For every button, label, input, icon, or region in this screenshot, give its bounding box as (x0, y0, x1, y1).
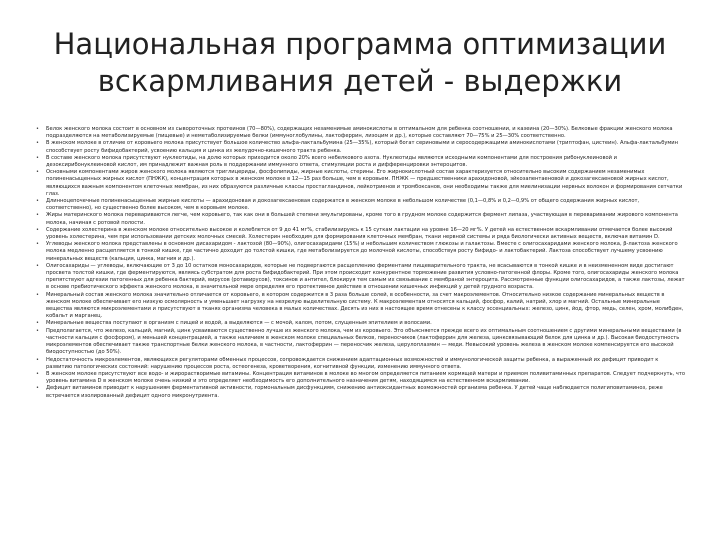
bullet-text: Предполагается, что железо, кальций, магний, цинк усваиваются существенно лучше из женского молока, чем из коровьего. Это объясняется прежде всего их оптимальным соотношением с другими минеральными веществами (в частности кальция с фосфором), и меньшей концентрацией, а также наличием в женском молоке специальных белков, переносчиков (лактоферрин для железа, цинксвязывающий белок для цинка и др.). Высокая биодоступность микроэлементов обеспечивает также транспортные белки женского молока, в частности, лактоферрин — переносчик железа, церулоплазмин — меди. Невысокий уровень железа в женском молоке компенсируется его высокой биодоступностью (до 50%). (46, 327, 682, 356)
bullet-marker: • (36, 212, 39, 219)
bullet-marker: • (36, 327, 39, 334)
bullet-text: Основными компонентами жиров женского молока являются триглицериды, фосфолипиды, жирные кислоты, стерины. Его жирнокислотный состав характеризуется относительно высоким содержанием незаменимых полиненасыщенных жирных кислот (ПНЖК), концентрация которых в женском молоке в 12—15 раз больше, чем в коровьем. ПНЖК — предшественники арахидоновой, эйкозапентаеновой и докозагексаеновой жирных кислот, являющихся важным компонентом клеточных мембран, из них образуются различные классы простагландинов, лейкотриенов и тромбоксанов, они необходимы также для миелинизации нервных волокон и формирования сетчатки глаз. (46, 169, 683, 197)
bullet-marker: • (36, 154, 39, 161)
bullet-marker: • (36, 320, 39, 327)
bullet-item (34, 328, 686, 357)
bullet-item (34, 227, 686, 241)
bullet-marker: • (36, 356, 39, 363)
bullet-text: Углеводы женского молока представлены в основном дисахаридом - лактозой (80—90%), олигосахаридами (15%) и небольшим количеством глюкозы и галактозы. Вместе с олигосахаридами женского молока, β-лактоза женского молока медленно расщепляется в тонкой кишке, где частично доходит до толстой кишки, где метаболизируется до молочной кислоты, способствуя росту бифидо- и лактобактерий. Лактоза способствует лучшему усвоению минеральных веществ (кальция, цинка, магния и др.). (46, 241, 678, 262)
bullet-marker: • (36, 262, 39, 269)
bullet-item (34, 385, 686, 399)
bullet-marker: • (36, 169, 39, 176)
bullet-marker: • (36, 226, 39, 233)
bullet-item (34, 241, 686, 263)
bullet-item (34, 155, 686, 169)
bullet-marker: • (36, 140, 39, 147)
bullet-item (34, 320, 686, 327)
bullet-text: Длинноцепочечные полиненасыщенные жирные кислоты — арахидоновая и докозагексаеновая содержатся в женском молоке в небольшом количестве (0,1—0,8% и 0,2—0,9% от общего содержания жирных кислот, соответственно), но существенно более высоком, чем в коровьем молоке. (46, 198, 640, 212)
bullet-text: Минеральный состав женского молока значительно отличается от коровьего, в котором содержится в 3 раза больше солей, в особенности, за счет макроэлементов. Относительно низкое содержание минеральных веществ в женском молоке обеспечивает его низкую осмолярность и уменьшает нагрузку на незрелую выделительную систему. К макроэлементам относятся кальций, фосфор, калий, натрий, хлор и магний. Остальные минеральные вещества являются микроэлементами и присутствуют в тканях организма человека в малых количествах. Десять из них в настоящее время отнесены к классу эссенциальных: железо, цинк, йод, фтор, медь, селен, хром, молибден, кобальт и марганец. (46, 291, 684, 320)
bullet-marker: • (36, 385, 39, 392)
bullet-item (34, 140, 686, 154)
bullet-marker: • (36, 291, 39, 298)
bullet-text: В составе женского молока присутствуют нуклеотиды, на долю которых приходится около 20% всего небелкового азота. Нуклеотиды являются исходными компонентами для построения рибонуклеиновой и дезоксирибонуклеиновой кислот, им принадлежит важная роль в поддержании иммунного ответа, стимуляции роста и дифференцировки энтероцитов. (46, 154, 617, 169)
bullet-text: В женском молоке присутствуют все водо- и жирорастворимые витамины. Концентрация витаминов в молоке во многом определяется питанием кормящей матери и приемом поливитаминных препаратов. Следует подчеркнуть, что уровень витамина D в женском молоке очень низкий и это определяет необходимость его дополнительного назначения детям, находящимся на естественном вскармливании. (46, 370, 685, 385)
bullet-list (34, 126, 686, 400)
bullet-marker: • (36, 126, 39, 132)
bullet-item (34, 212, 686, 226)
bullet-item (34, 263, 686, 292)
bullet-marker: • (36, 198, 39, 205)
bullet-item (34, 126, 686, 140)
bullet-text: Минеральные вещества поступают в организм с пищей и водой, а выделяются — с мочой, калом, потом, слущенным эпителием и волосами. (46, 320, 432, 327)
bullet-text: Содержание холестерина в женском молоке относительно высокое и колеблется от 9 до 41 мг%, стабилизируясь к 15 суткам лактации на уровне 16—20 мг%. У детей на естественном вскармливании отмечается более высокий уровень холестерина, чем при использовании детских молочных смесей. Холестерин необходим для формирования клеточных мембран, ткани нервной системы и ряда биологически активных веществ, включая витамин D. (46, 226, 673, 241)
bullet-marker: • (36, 370, 39, 377)
bullet-text: Дефицит витаминов приводит к нарушениям ферментативной активности, гормональным дисфункциям, снижению антиоксидантных возможностей организма ребенка. У детей чаще наблюдается полигиповитаминоз, реже встречается изолированный дефицит одного микронутриента. (46, 385, 663, 399)
bullet-item (34, 198, 686, 212)
bullet-item (34, 357, 686, 371)
bullet-text: Белок женского молока состоит в основном из сывороточных протеинов (70—80%), содержащих незаменимые аминокислоты в оптимальном для ребенка соотношении, и казеина (20—30%). Белковые фракции женского молока подразделяются на метаболизируемые (пищевые) и неметаболизируемые белки (иммуноглобулины, лактоферрин, лизоцим и др.), которые составляют 70—75% и 25—30% соответственно. (46, 126, 673, 140)
bullet-text: Жиры материнского молока перевариваются легче, чем коровьего, так как они в большей степени эмульгированы, кроме того в грудном молоке содержится фермент липаза, участвующая в переваривании жирового компонента молока, начиная с ротовой полости. (46, 212, 678, 226)
bullet-marker: • (36, 241, 39, 248)
bullet-text: Олигосахариды — углеводы, включающие от 3 до 10 остатков моносахаридов, которые не подвергаются расщеплению ферментами пищеварительного тракта, не всасываются в тонкой кишке и в неизмененном виде достигают просвета толстой кишки, где ферментируются, являясь субстратом для роста бифидобактерий. При этом происходит конкурентное торможение развития условно-патогенной флоры. Кроме того, олигосахариды женского молока препятствуют адгезии патогенных для ребенка бактерий, вирусов (ротавирусов), токсинов и антител, блокируя тем самым их связывание с мембраной энтероцита. Рассмотренные функции олигосахаридов, а также лактозы, лежат в основе пребиотического эффекта женского молока, в значительной мере определяя его протективное действие в отношении кишечных инфекций у детей грудного возраста. (46, 262, 685, 291)
bullet-item (34, 371, 686, 385)
bullet-text: Недостаточность микроэлементов, являющихся регуляторами обменных процессов, сопровождается снижением адаптационных возможностей и иммунологической защиты ребенка, а выраженный их дефицит приводит к развитию патологических состояний: нарушению процессов роста, остеогенеза, кроветворения, когнитивной функции, изменению иммунного ответа. (46, 356, 659, 370)
slide-title: Национальная программа оптимизации вскармливания детей - выдержки (53, 27, 667, 98)
bullet-item (34, 169, 686, 198)
bullet-item (34, 292, 686, 321)
bullet-text: В женском молоке в отличие от коровьего молока присутствует большое количество альфа-лактальбумина (25—35%), который богат сериновыми и серосодержащими аминокислотами (триптофан, цистеин). Альфа-лактальбумин способствует росту бифидобактерий, усвоению кальция и цинка из желудочно-кишечного тракта ребенка. (46, 140, 679, 154)
